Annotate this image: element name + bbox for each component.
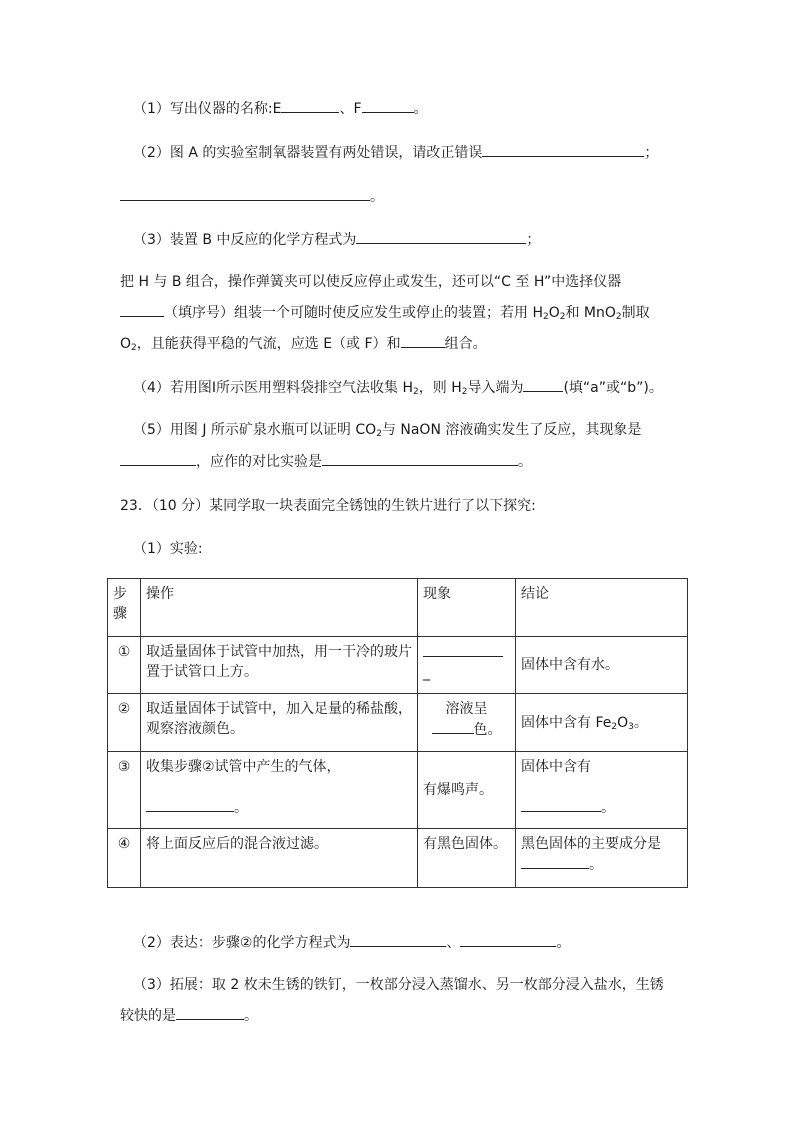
conclusion-text: 黑色固体的主要成分是 (521, 836, 661, 852)
question-5-end: 。 (518, 454, 532, 470)
conclusion-cell: 固体中含有水。 (516, 637, 688, 694)
operation-text-end: 。 (234, 800, 248, 816)
question-5 (133, 420, 641, 440)
question-4-text-b: ，则 H (418, 380, 462, 396)
question-2 (133, 142, 658, 163)
part-3-line2-text: 较快的是 (120, 1008, 176, 1024)
question-3 (133, 229, 540, 250)
answer-blank-op3[interactable] (146, 797, 234, 812)
question-3-line3-o: O (548, 305, 560, 321)
part-3-end: 。 (244, 1008, 258, 1024)
table-row (108, 752, 688, 829)
table-row (108, 694, 688, 752)
phenomenon-text-end: 色。 (473, 722, 502, 738)
conclusion-text-o: O (617, 714, 629, 731)
conclusion-cell (516, 694, 688, 752)
question-23-title: 23．（10 分）某同学取一块表面完全锈蚀的生铁片进行了以下探究: (120, 498, 536, 514)
question-3-semi: ； (526, 232, 541, 248)
table-row (108, 637, 688, 694)
answer-blank-f[interactable] (362, 98, 414, 113)
answer-blank-concl4[interactable] (521, 854, 589, 869)
question-2-line2 (120, 186, 384, 207)
operation-cell (141, 752, 418, 829)
answer-blank-eq1[interactable] (350, 932, 446, 947)
question-3-line4-end: 组合。 (444, 336, 487, 352)
answer-blank-q5b[interactable] (322, 451, 518, 466)
answer-blank-e[interactable] (281, 98, 339, 113)
phenomenon-cell (418, 637, 516, 694)
answer-blank-q4[interactable] (523, 377, 563, 392)
part-2-end: 。 (556, 935, 571, 951)
answer-blank-q3b[interactable] (120, 302, 164, 317)
conclusion-cell (516, 829, 688, 888)
answer-blank-concl3[interactable] (521, 797, 601, 812)
part-2-text: （2）表达：步骤②的化学方程式为 (133, 935, 351, 951)
answer-blank-q2b[interactable] (120, 186, 370, 201)
question-4 (133, 377, 663, 398)
part-2 (133, 932, 570, 953)
question-3-line3-text: （填序号）组装一个可随时使反应发生或停止的装置；若用 H (164, 305, 543, 321)
question-4-text-c: 导入端为 (467, 380, 524, 396)
subscript: 2 (611, 721, 618, 732)
operation-cell: 取适量固体于试管中加热，用一干冷的玻片置于试管口上方。 (141, 637, 418, 694)
question-3-line3-mno: 和 MnO (565, 305, 616, 321)
question-2-text: （2）图 A 的实验室制氧器装置有两处错误，请改正错误 (133, 145, 483, 161)
subscript: 2 (131, 343, 137, 353)
question-3-line4 (120, 333, 487, 354)
question-5-text: （5）用图 J 所示矿泉水瓶可以证明 CO (133, 422, 377, 438)
phenomenon-text: 溶液呈 (445, 701, 488, 717)
part-1-title: （1）实验: (133, 541, 203, 557)
answer-blank-eq2[interactable] (460, 932, 556, 947)
part-3-line2 (120, 1005, 258, 1026)
question-4-text-d: (填“a”或“b”)。 (563, 380, 663, 396)
question-1-sep: 、F (339, 101, 362, 117)
question-2-end: 。 (370, 189, 384, 205)
subscript: 3 (628, 721, 634, 732)
question-3-line2: 把 H 与 B 组合，操作弹簧夹可以使反应停止或发生，还可以“C 至 H”中选择仪器 (120, 274, 622, 290)
subscript: 2 (542, 312, 549, 322)
phenomenon-cell: 有爆鸣声。 (418, 752, 516, 829)
step-cell: ③ (108, 752, 141, 829)
question-1 (133, 98, 428, 119)
phenomenon-tail: _ (423, 665, 430, 681)
question-3-line4-o: O (120, 336, 132, 352)
question-1-end: 。 (413, 101, 428, 117)
subscript: 2 (615, 312, 622, 322)
question-5-line2 (120, 451, 532, 472)
subscript: 2 (559, 312, 566, 322)
question-5-text-b: 与 NaON 溶液确实发生了反应，其现象是 (381, 422, 642, 438)
question-3-line3 (120, 302, 650, 323)
answer-blank-color[interactable] (432, 719, 474, 734)
conclusion-text-end: 。 (633, 714, 648, 731)
question-4-text: （4）若用图I所示医用塑料袋排空气法收集 H (133, 380, 414, 396)
question-2-semi: ； (644, 145, 659, 161)
answer-blank-rust[interactable] (176, 1005, 244, 1020)
operation-cell: 取适量固体于试管中，加入足量的稀盐酸，观察溶液颜色。 (141, 694, 418, 752)
answer-blank-phen1[interactable] (423, 642, 503, 657)
operation-text: 收集步骤②试管中产生的气体， (146, 759, 341, 775)
question-3-text: （3）装置 B 中反应的化学方程式为 (133, 232, 357, 248)
conclusion-text: 固体中含有 Fe (521, 714, 612, 731)
phenomenon-cell (418, 694, 516, 752)
conclusion-text: 固体中含有 (521, 759, 591, 775)
question-5-line2-text: ，应作的对比实验是 (196, 454, 322, 470)
question-3-line3-end: 制取 (621, 305, 650, 321)
step-cell: ① (108, 637, 141, 694)
step-cell: ④ (108, 829, 141, 888)
question-3-line4-text: ，且能获得平稳的气流，应选 E（或 F）和 (136, 336, 401, 352)
answer-blank-q2a[interactable] (482, 142, 644, 157)
header-conclusion: 结论 (516, 579, 688, 637)
question-1-text: （1）写出仪器的名称:E (133, 101, 282, 117)
header-operation: 操作 (141, 579, 418, 637)
table-row (108, 829, 688, 888)
phenomenon-cell: 有黑色固体。 (418, 829, 516, 888)
subscript: 2 (461, 387, 468, 397)
subscript: 2 (413, 387, 419, 397)
step-cell: ② (108, 694, 141, 752)
experiment-table (107, 578, 688, 888)
header-step: 步骤 (108, 579, 141, 637)
answer-blank-q3c[interactable] (401, 333, 445, 348)
answer-blank-q3a[interactable] (356, 229, 526, 244)
table-header-row (108, 579, 688, 637)
operation-cell: 将上面反应后的混合液过滤。 (141, 829, 418, 888)
header-phenomenon: 现象 (418, 579, 516, 637)
part-2-sep: 、 (446, 935, 461, 951)
part-3-line1: （3）拓展：取 2 枚未生锈的铁钉，一枚部分浸入蒸馏水、另一枚部分浸入盐水，生锈 (133, 977, 664, 993)
conclusion-text-end: 。 (601, 800, 615, 816)
conclusion-text-end: 。 (589, 857, 603, 873)
conclusion-cell (516, 752, 688, 829)
subscript: 2 (376, 429, 382, 439)
answer-blank-q5a[interactable] (120, 451, 196, 466)
